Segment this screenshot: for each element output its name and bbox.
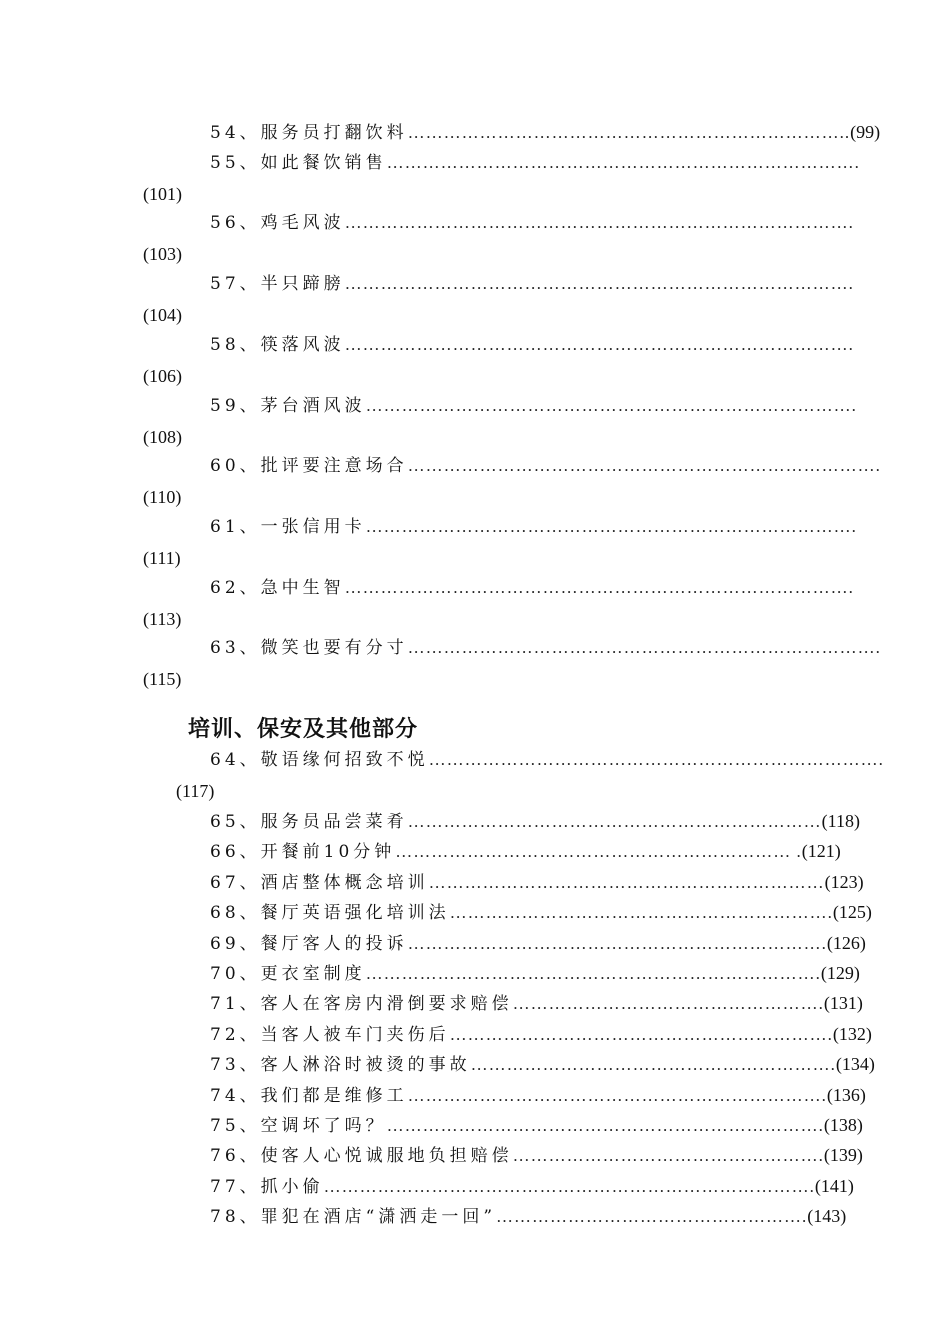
toc-leader-dots: …………………………………………………………………. [428, 750, 884, 769]
toc-page-number: (103) [143, 244, 182, 264]
toc-entry [210, 517, 857, 537]
toc-leader-dots: ………………………………………………………. [449, 1024, 833, 1044]
toc-entry-title: 64、敬语缘何招致不悦 [210, 750, 429, 770]
toc-page-number: (111) [143, 548, 181, 568]
toc-leader-dots: ……………………………………………………………….. [407, 123, 851, 142]
toc-entry [210, 841, 850, 862]
toc-leader-dots: ……………………………………………. [512, 994, 824, 1014]
toc-leader-dots: ………………………………………………………… [428, 872, 825, 892]
toc-entry [210, 153, 860, 173]
toc-page-number: (129) [820, 963, 860, 983]
toc-page-number: (123) [824, 871, 864, 892]
toc-entry-title: 71、客人在客房内滑倒要求赔偿 [210, 994, 513, 1015]
toc-page-number: (121) [801, 841, 841, 862]
toc-entry [210, 871, 864, 893]
toc-entry [210, 213, 854, 233]
toc-entry [210, 811, 860, 832]
toc-leader-dots: ………………………………………………………………. [386, 1116, 824, 1135]
toc-entry [210, 1206, 850, 1227]
toc-entry-title: 65、服务员品尝菜肴 [210, 812, 408, 832]
toc-entry-title: 76、使客人心悦诚服地负担赔偿 [210, 1146, 513, 1167]
toc-page-number: (131) [823, 993, 863, 1014]
toc-entry-title: 69、餐厅客人的投诉 [210, 933, 408, 954]
toc-entry [210, 122, 881, 143]
toc-leader-dots: ………………………………………………………. [449, 903, 833, 923]
toc-entry-title: 57、半只蹄膀 [210, 274, 345, 294]
toc-leader-dots: …………………………………………………………………. [365, 964, 821, 983]
toc-entry [210, 1023, 872, 1045]
toc-page-number: (104) [143, 305, 182, 325]
toc-entry-title: 74、我们都是维修工 [210, 1085, 408, 1106]
toc-entry-title: 77、抓小偷 [210, 1176, 324, 1197]
toc-page-number: (113) [143, 609, 182, 629]
toc-page-number: (99) [850, 122, 881, 142]
toc-leader-dots: ……………………………………………………………. [407, 933, 827, 953]
toc-leader-dots: ……………………………………………………. [470, 1055, 836, 1075]
toc-entry [210, 902, 872, 924]
toc-entry-title: 62、急中生智 [210, 578, 345, 598]
toc-entry [210, 335, 854, 355]
toc-leader-dots: ……………………………………………………………………. [386, 153, 860, 172]
toc-entry [210, 1115, 863, 1136]
toc-leader-dots: ……………………………………………………………………. [407, 456, 881, 475]
toc-leader-dots: ………………………………………………………………………. [365, 517, 857, 536]
toc-entry-title: 61、一张信用卡 [210, 517, 366, 537]
toc-leader-dots: ……………………………………………………………………. [407, 638, 881, 657]
toc-leader-dots: …………………………………………………………………………. [344, 274, 854, 293]
toc-page-number: (126) [826, 932, 866, 953]
toc-entry-title: 60、批评要注意场合 [210, 456, 408, 476]
toc-entry [210, 396, 857, 416]
toc-page-number: (136) [826, 1084, 866, 1105]
toc-entry-title: 75、空调坏了吗？ [210, 1116, 387, 1136]
section-heading: 培训、保安及其他部分 [188, 716, 419, 742]
toc-page-number: (118) [821, 811, 860, 831]
toc-page-number: (141) [814, 1175, 854, 1196]
toc-entry [210, 750, 884, 770]
toc-entry-title: 56、鸡毛风波 [210, 213, 345, 233]
toc-leader-dots: …………………………………………………………………………. [344, 335, 854, 354]
toc-leader-dots: ………………………………………………………………………. [365, 396, 857, 415]
toc-page-number: (117) [176, 781, 215, 801]
toc-entry [210, 1084, 866, 1106]
toc-entry-title: 68、餐厅英语强化培训法 [210, 903, 450, 924]
toc-entry-title: 66、开餐前10分钟 [210, 842, 396, 863]
toc-page-number: (134) [835, 1054, 875, 1075]
toc-entry [210, 963, 860, 984]
toc-page-number: (132) [832, 1023, 872, 1044]
toc-entry-title: 54、服务员打翻饮料 [210, 123, 408, 143]
toc-page-number: (115) [143, 669, 182, 689]
toc-entry [210, 1175, 854, 1197]
toc-entry [210, 932, 866, 954]
toc-page-number: (125) [832, 902, 872, 923]
toc-entry-title: 67、酒店整体概念培训 [210, 872, 429, 893]
toc-entry [210, 456, 881, 476]
toc-entry-title: 73、客人淋浴时被烫的事故 [210, 1055, 471, 1076]
toc-entry-title: 55、如此餐饮销售 [210, 153, 387, 173]
toc-entry [210, 993, 863, 1015]
toc-entry [210, 1054, 875, 1076]
toc-entry-title: 59、茅台酒风波 [210, 396, 366, 416]
toc-entry [210, 1145, 863, 1167]
toc-leader-dots: …………………………………………………………………………. [344, 578, 854, 597]
toc-entry [210, 638, 881, 658]
toc-page-number: (110) [143, 487, 182, 507]
toc-leader-dots: …………………………………………………………… [407, 812, 822, 831]
toc-leader-dots: ……………………………………………………………. [407, 1085, 827, 1105]
toc-leader-dots: ………………………………………………………… . [395, 842, 802, 862]
toc-page-number: (138) [823, 1115, 863, 1135]
toc-leader-dots: ………………………………………………………………………. [323, 1176, 815, 1196]
toc-leader-dots: …………………………………………………………………………. [344, 213, 854, 232]
toc-leader-dots: ……………………………………………. [496, 1207, 808, 1227]
toc-page-number: (101) [143, 184, 182, 204]
toc-entry [210, 578, 854, 598]
toc-entry-title: 63、微笑也要有分寸 [210, 638, 408, 658]
toc-entry-title: 78、罪犯在酒店“潇洒走一回” [210, 1207, 497, 1228]
toc-page-number: (139) [823, 1145, 863, 1166]
toc-entry-title: 58、筷落风波 [210, 335, 345, 355]
toc-page-number: (108) [143, 427, 182, 447]
toc-page-number: (106) [143, 366, 182, 386]
toc-entry-title: 70、更衣室制度 [210, 964, 366, 984]
toc-entry-title: 72、当客人被车门夹伤后 [210, 1024, 450, 1045]
toc-page-number: (143) [807, 1206, 847, 1227]
toc-leader-dots: ……………………………………………. [512, 1146, 824, 1166]
toc-entry [210, 274, 854, 294]
